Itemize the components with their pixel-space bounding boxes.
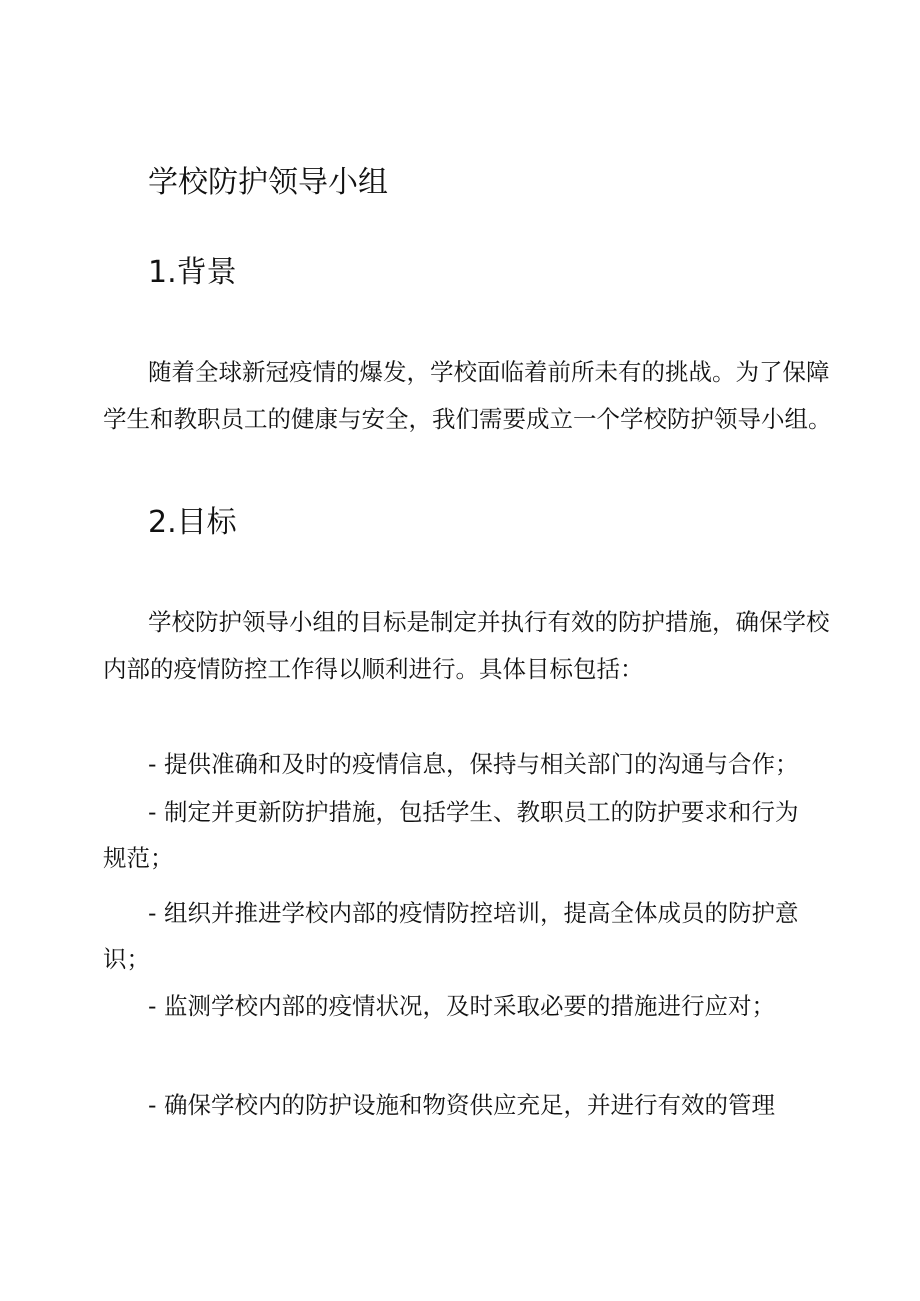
goal-item-2-line-2: 规范； [103,844,174,872]
goal-item-2-line-1: - 制定并更新防护措施，包括学生、教职员工的防护要求和行为 [148,798,799,826]
section-heading-goals: 2.目标 [148,505,237,540]
background-paragraph-line-1: 随着全球新冠疫情的爆发，学校面临着前所未有的挑战。为了保障 [148,358,830,386]
goal-item-4: - 监测学校内部的疫情状况，及时采取必要的措施进行应对； [148,992,775,1020]
goal-item-3-line-2: 识； [103,945,150,973]
background-paragraph-line-2: 学生和教职员工的健康与安全，我们需要成立一个学校防护领导小组。 [103,405,832,433]
document-title: 学校防护领导小组 [148,165,388,200]
goals-paragraph-line-2: 内部的疫情防控工作得以顺利进行。具体目标包括： [103,655,644,683]
goal-item-5: - 确保学校内的防护设施和物资供应充足，并进行有效的管理 [148,1091,775,1119]
goal-item-3-line-1: - 组织并推进学校内部的疫情防控培训，提高全体成员的防护意 [148,899,799,927]
goal-item-1: - 提供准确和及时的疫情信息，保持与相关部门的沟通与合作； [148,750,799,778]
section-heading-background: 1.背景 [148,255,237,290]
goals-paragraph-line-1: 学校防护领导小组的目标是制定并执行有效的防护措施，确保学校 [148,608,830,636]
